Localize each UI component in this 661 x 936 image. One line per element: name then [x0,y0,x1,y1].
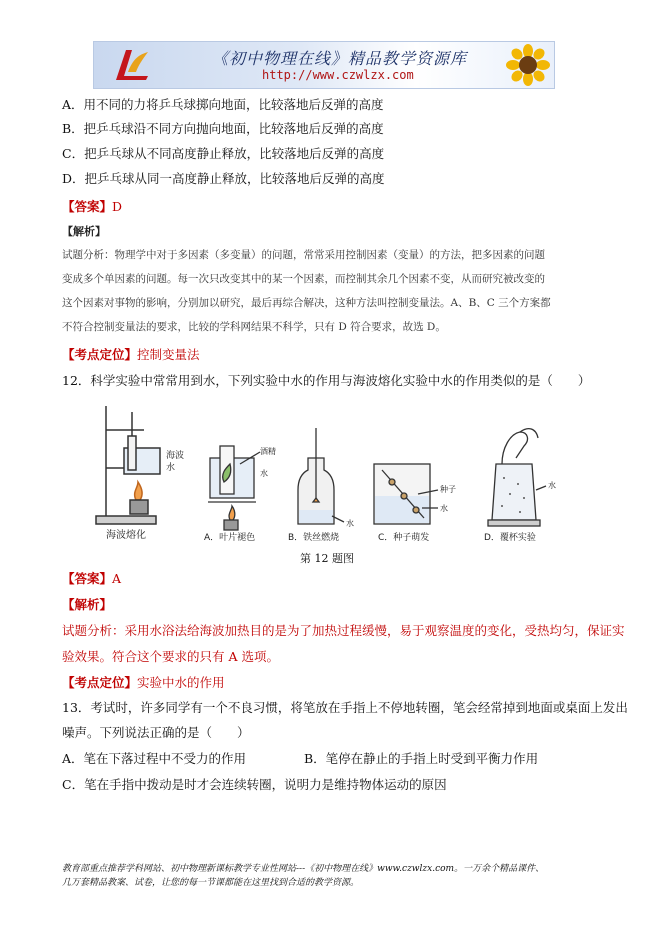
point-label: 【考点定位】 [62,675,138,690]
q12-analysis-line-2: 验效果。符合这个要求的只有 A 选项。 [62,649,279,664]
answer-label: 【答案】 [62,571,113,586]
header-banner [93,41,555,89]
fig-d: D．覆杯实验 [484,533,536,543]
q13-option-c: C．笔在手指中拨动是时才会连续转圈，说明力是维持物体运动的原因 [62,777,447,792]
q11-analysis-line-3: 这个因素对事物的影响，分别加以研究，最后再综合解决，这种方法叫控制变量法。A、B、C 三个方案都 [62,297,551,309]
page-footer [62,862,544,890]
q11-analysis-label: 【解析】 [62,225,106,238]
point-label: 【考点定位】 [62,347,138,362]
q11-analysis-line-2: 变成多个单因素的问题。每一次只改变其中的某一个因素，而控制其余几个因素不变，从而研究被改变的 [62,273,545,285]
fig-b-label: 水 [346,519,354,528]
q11-option-a: A．用不同的力将乒乓球掷向地面，比较落地后反弹的高度 [62,97,384,112]
fig-main-label2: 水 [166,463,176,473]
fig-c: C．种子萌发 [378,533,430,543]
q13-stem-line-1: 13．考试时，许多同学有一个不良习惯，将笔放在手指上不停地转圈，笔会经常掉到地面或桌面上发出 [62,700,628,715]
q12-figure [92,398,562,566]
q11-point [62,346,200,364]
q11-option-c: C．把乒乓球从不同高度静止释放，比较落地后反弹的高度 [62,146,385,161]
point-value: 实验中水的作用 [137,675,225,690]
q12-analysis-line-1: 试题分析：采用水浴法给海波加热目的是为了加热过程缓慢，易于观察温度的变化，受热均匀，保证实 [62,623,625,638]
q13-option-b: B．笔停在静止的手指上时受到平衡力作用 [304,751,539,766]
fig-main-label1: 海波 [166,451,185,461]
banner-url[interactable]: http://www.czwlzx.com [262,68,414,82]
fig-c-label: 种子 [440,485,456,494]
footer-line-1: 教育部重点推荐学科网站、初中物理新课标教学专业性网站---《初中物理在线》www.czwlzx.com。一万余个精品课件、 [62,864,545,874]
sunflower-icon [506,44,550,86]
banner-title: 《初中物理在线》精品教学资源库 [212,49,468,68]
answer-value: D [112,199,123,214]
q12-answer [62,570,121,588]
q12-point [62,674,225,692]
q12-figure-caption: 第 12 题图 [300,552,354,565]
q12-stem: 12．科学实验中常常用到水，下列实验中水的作用与海波熔化实验中水的作用类似的是（ ） [62,373,591,388]
q13-stem-line-2: 噪声。下列说法正确的是（ ） [62,725,250,740]
q11-analysis-line-1: 试题分析：物理学中对于多因素（多变量）的问题，常常采用控制因素（变量）的方法，把多因素的问题 [62,249,545,261]
fig-c-label2: 水 [440,504,448,513]
q11-option-d: D．把乒乓球从同一高度静止释放，比较落地后反弹的高度 [62,171,385,186]
fig-d-label: 水 [548,481,556,490]
fig-a-label2: 水 [260,469,268,478]
fig-main: 海波熔化 [106,530,146,541]
site-logo-icon [112,46,152,84]
q12-analysis-label: 【解析】 [62,597,113,612]
q11-option-b: B．把乒乓球沿不同方向抛向地面，比较落地后反弹的高度 [62,121,384,136]
fig-a-label: 酒精 [260,447,276,456]
q11-answer [62,198,122,216]
fig-a: A．叶片褪色 [204,533,256,543]
fig-b: B．铁丝燃烧 [288,533,340,543]
footer-line-2: 几万套精品教案、试卷，让您的每一节课都能在这里找到合适的教学资源。 [62,878,360,888]
answer-label: 【答案】 [62,199,113,214]
q11-analysis-line-4: 不符合控制变量法的要求，比较的学科网结果不科学，只有 D 符合要求，故选 D。 [62,321,446,333]
answer-value: A [112,571,122,586]
point-value: 控制变量法 [137,347,200,362]
q13-option-a: A．笔在下落过程中不受力的作用 [62,751,247,766]
